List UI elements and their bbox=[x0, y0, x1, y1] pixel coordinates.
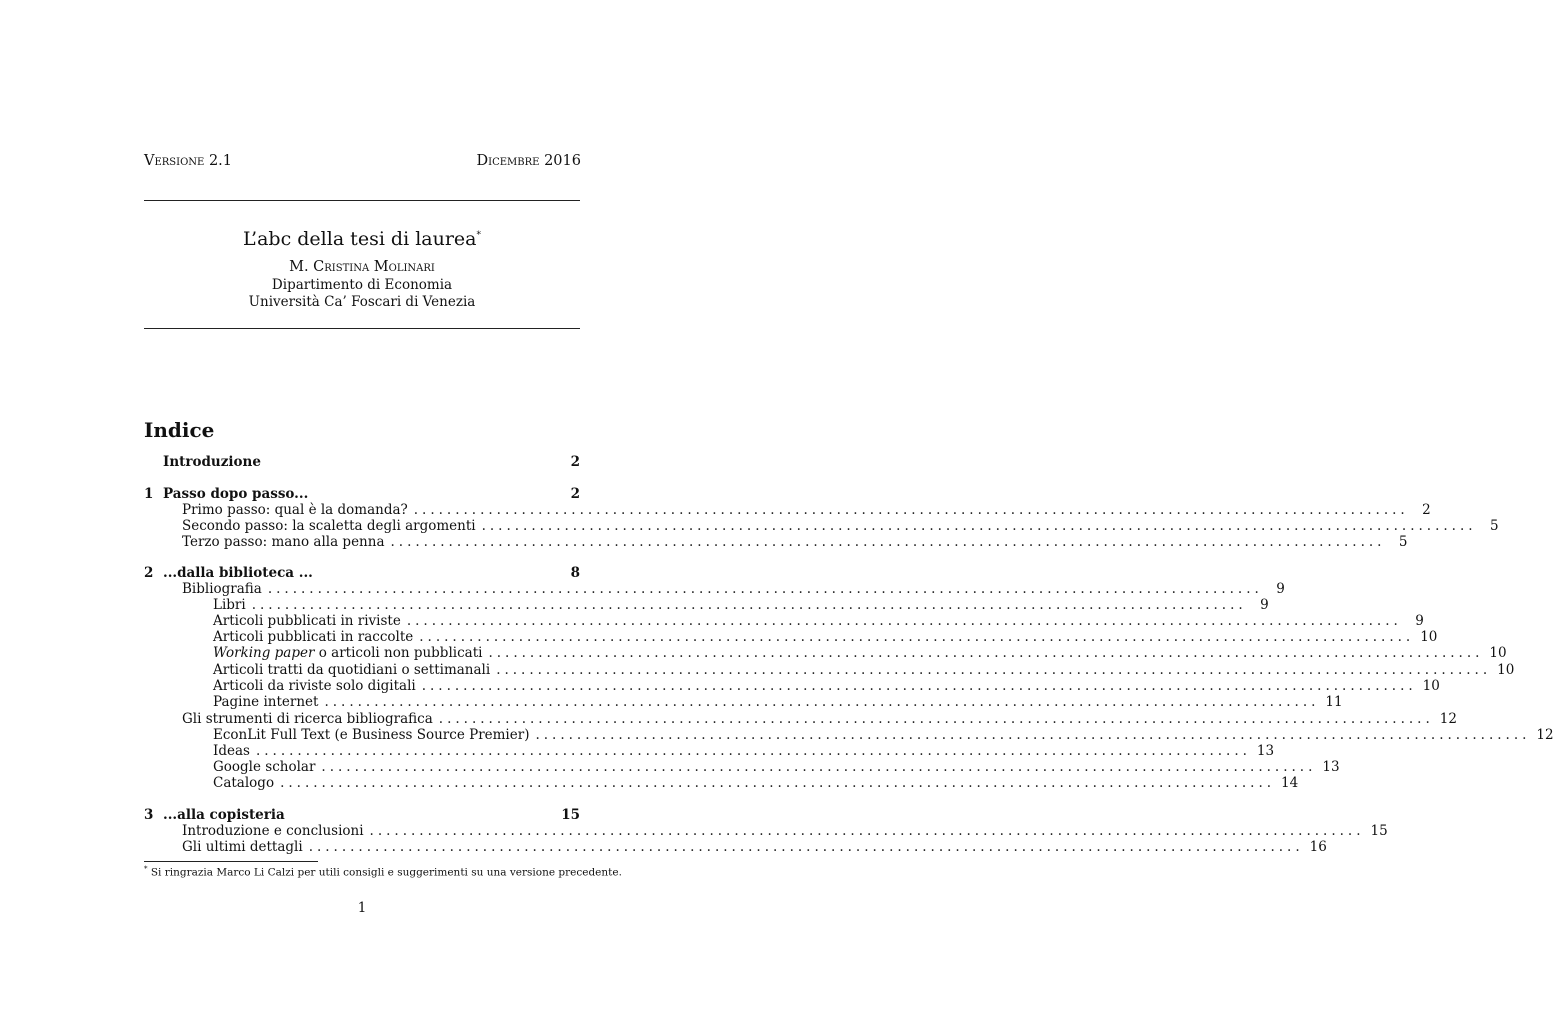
toc-entry-page: 9 bbox=[1276, 581, 1285, 597]
toc-entry-page: 5 bbox=[1398, 534, 1408, 550]
toc-entry-title: ...alla copisteria bbox=[163, 807, 285, 823]
toc-entry[interactable] bbox=[144, 759, 1340, 775]
toc-entry-title: Passo dopo passo... bbox=[163, 486, 309, 502]
toc-entry-page: 16 bbox=[1309, 839, 1327, 855]
toc-entry[interactable] bbox=[144, 565, 580, 581]
footnote bbox=[144, 865, 622, 879]
toc-entry-number: 2 bbox=[144, 565, 154, 581]
toc-entry[interactable] bbox=[144, 839, 1327, 855]
toc-entry-page: 12 bbox=[1536, 727, 1554, 743]
toc-leader-dots: ........................................................................................................................ bbox=[308, 839, 1304, 855]
toc-entry[interactable] bbox=[144, 694, 1343, 710]
toc-leader-dots: ........................................................................................................................ bbox=[413, 502, 1409, 518]
toc-entry-title: Articoli pubblicati in raccolte bbox=[213, 629, 414, 645]
toc-entry[interactable] bbox=[144, 613, 1424, 629]
toc-entry-page: 2 bbox=[570, 486, 580, 502]
toc-entry-page: 5 bbox=[1489, 518, 1499, 534]
toc-entry-page: 10 bbox=[1489, 645, 1507, 661]
toc-entry-title: Gli strumenti di ricerca bibliografica bbox=[182, 711, 433, 727]
title-footnote-marker: * bbox=[476, 230, 482, 241]
toc-entry-page: 8 bbox=[570, 565, 580, 581]
toc-leader-dots: ........................................................................................................................ bbox=[255, 743, 1251, 759]
toc-entry-page: 15 bbox=[561, 807, 580, 823]
toc-leader-dots: ........................................................................................................................ bbox=[280, 775, 1276, 791]
footnote-rule bbox=[144, 861, 318, 862]
toc-entry-title bbox=[163, 645, 482, 661]
toc-entry[interactable] bbox=[144, 727, 1554, 743]
toc-entry[interactable] bbox=[144, 775, 1299, 791]
toc-entry-title: Bibliografia bbox=[182, 581, 262, 597]
toc-entry-title: Terzo passo: mano alla penna bbox=[182, 534, 385, 550]
top-rule bbox=[144, 200, 580, 201]
toc-heading: Indice bbox=[144, 418, 215, 442]
toc-entry-number: 1 bbox=[144, 486, 154, 502]
toc-entry-title: Pagine internet bbox=[213, 694, 319, 710]
toc-leader-dots: ........................................................................................................................ bbox=[481, 518, 1477, 534]
toc-entry[interactable] bbox=[144, 629, 1438, 645]
toc-entry-page: 11 bbox=[1325, 694, 1343, 710]
toc-entry-page: 9 bbox=[1260, 597, 1269, 613]
toc-entry[interactable] bbox=[144, 678, 1440, 694]
toc-entry-title: Catalogo bbox=[213, 775, 275, 791]
toc-leader-dots: ........................................................................................................................ bbox=[496, 662, 1492, 678]
toc-entry[interactable] bbox=[144, 645, 1507, 661]
toc-leader-dots: ........................................................................................................................ bbox=[438, 711, 1434, 727]
footnote-text: Si ringrazia Marco Li Calzi per utili consigli e suggerimenti su una versione precedente. bbox=[150, 866, 622, 879]
toc-entry-page: 13 bbox=[1256, 743, 1275, 759]
toc-entry[interactable] bbox=[144, 534, 1408, 550]
toc-entry-title: Primo passo: qual è la domanda? bbox=[182, 502, 408, 518]
toc-entry[interactable] bbox=[144, 581, 1285, 597]
toc-leader-dots: ........................................................................................................................ bbox=[390, 534, 1386, 550]
affiliation-university: Università Ca’ Foscari di Venezia bbox=[248, 294, 476, 310]
header-date: Dicembre 2016 bbox=[476, 153, 581, 169]
toc-leader-dots: ........................................................................................................................ bbox=[321, 759, 1317, 775]
toc-leader-dots: ........................................................................................................................ bbox=[251, 597, 1247, 613]
toc-entry-title: Articoli da riviste solo digitali bbox=[213, 678, 416, 694]
toc-entry-title-rest: o articoli non pubblicati bbox=[314, 645, 483, 661]
footnote-marker: * bbox=[144, 865, 148, 873]
toc-entry-page: 12 bbox=[1439, 711, 1457, 727]
toc-entry-page: 10 bbox=[1497, 662, 1515, 678]
page-number: 1 bbox=[357, 900, 367, 916]
toc-leader-dots: ........................................................................................................................ bbox=[421, 678, 1417, 694]
toc-entry-page: 14 bbox=[1281, 775, 1299, 791]
toc-entry-number: 3 bbox=[144, 807, 154, 823]
toc-leader-dots: ........................................................................................................................ bbox=[324, 694, 1320, 710]
toc-entry-title: Secondo passo: la scaletta degli argomenti bbox=[182, 518, 476, 534]
toc-entry-title: ...dalla biblioteca ... bbox=[163, 565, 313, 581]
toc-entry[interactable] bbox=[144, 502, 1431, 518]
toc-leader-dots: ........................................................................................................................ bbox=[406, 613, 1402, 629]
toc-entry-page: 9 bbox=[1415, 613, 1424, 629]
toc-entry[interactable] bbox=[144, 807, 580, 823]
toc-entry[interactable] bbox=[144, 486, 580, 502]
author-name: M. Cristina Molinari bbox=[289, 259, 435, 275]
toc-leader-dots: ........................................................................................................................ bbox=[267, 581, 1263, 597]
toc-entry-title: EconLit Full Text (e Business Source Premier) bbox=[213, 727, 530, 743]
toc-entry[interactable] bbox=[144, 454, 580, 470]
toc-leader-dots: ........................................................................................................................ bbox=[369, 823, 1365, 839]
toc-entry[interactable] bbox=[144, 662, 1515, 678]
toc-leader-dots: ........................................................................................................................ bbox=[488, 645, 1484, 661]
toc-entry-title: Google scholar bbox=[213, 759, 316, 775]
toc-entry-title: Gli ultimi dettagli bbox=[182, 839, 303, 855]
toc-entry-page: 10 bbox=[1420, 629, 1438, 645]
toc-entry-title: Introduzione bbox=[163, 454, 261, 470]
affiliation-department: Dipartimento di Economia bbox=[271, 277, 453, 293]
toc-entry[interactable] bbox=[144, 597, 1269, 613]
toc-entry-title: Ideas bbox=[213, 743, 250, 759]
bottom-rule bbox=[144, 328, 580, 329]
toc-entry[interactable] bbox=[144, 743, 1275, 759]
toc-entry-page: 2 bbox=[570, 454, 580, 470]
toc-entry-title: Libri bbox=[213, 597, 246, 613]
toc-entry-page: 13 bbox=[1322, 759, 1340, 775]
toc-entry-title-italic: Working paper bbox=[213, 645, 315, 661]
toc-entry-page: 10 bbox=[1422, 678, 1440, 694]
document-title bbox=[144, 228, 580, 250]
header-version: Versione 2.1 bbox=[144, 153, 233, 169]
toc-leader-dots: ........................................................................................................................ bbox=[419, 629, 1415, 645]
toc-entry-title: Introduzione e conclusioni bbox=[182, 823, 364, 839]
toc-entry-page: 15 bbox=[1370, 823, 1388, 839]
toc-entry-title: Articoli pubblicati in riviste bbox=[213, 613, 401, 629]
toc-entry[interactable] bbox=[144, 823, 1388, 839]
toc-entry-title: Articoli tratti da quotidiani o settimanali bbox=[213, 662, 491, 678]
toc-entry[interactable] bbox=[144, 711, 1457, 727]
toc-leader-dots: ........................................................................................................................ bbox=[535, 727, 1531, 743]
toc-entry-page: 2 bbox=[1422, 502, 1431, 518]
toc-entry[interactable] bbox=[144, 518, 1499, 534]
title-text: L’abc della tesi di laurea bbox=[242, 228, 477, 250]
